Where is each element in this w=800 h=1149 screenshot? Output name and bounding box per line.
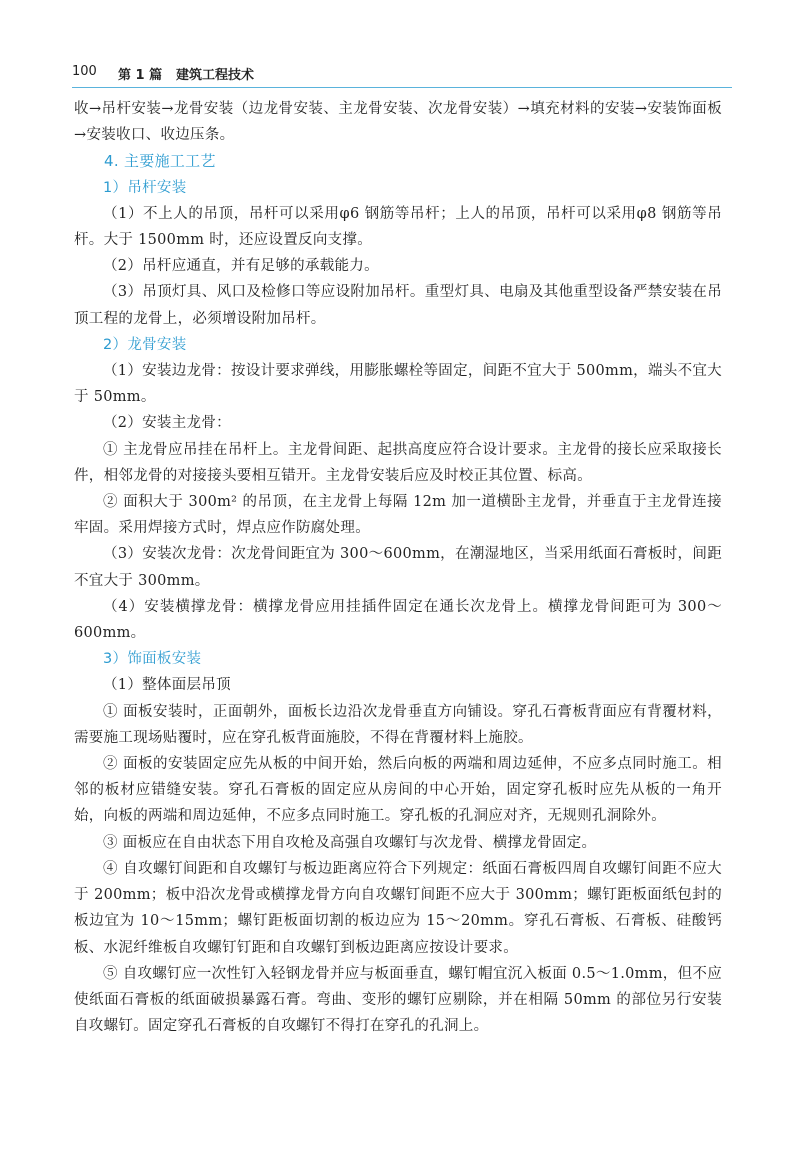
chapter-title: 建筑工程技术 [176, 68, 255, 83]
paragraph: （3）安装次龙骨：次龙骨间距宜为 300～600mm，在潮湿地区，当采用纸面石膏板时，间距不宜大于 300mm。 [74, 546, 722, 589]
paragraph: （4）安装横撑龙骨：横撑龙骨应用挂插件固定在通长次龙骨上。横撑龙骨间距可为 300～600mm。 [74, 598, 722, 642]
section-heading: 4. 主要施工工艺 [104, 152, 216, 171]
paragraph: （2）吊杆应通直，并有足够的承载能力。 [103, 258, 379, 275]
subsection-heading-hanger: 1）吊杆安装 [103, 179, 187, 196]
intro-paragraph: 收→吊杆安装→龙骨安装（边龙骨安装、主龙骨安装、次龙骨安装）→填充材料的安装→安装饰面板→安装收口、收边压条。 [74, 101, 722, 144]
paragraph: ② 面积大于 300m² 的吊顶，在主龙骨上每隔 12m 加一道横卧主龙骨，并垂直于主龙骨连接牢固。采用焊接方式时，焊点应作防腐处理。 [74, 494, 722, 537]
paragraph: ② 面板的安装固定应先从板的中间开始，然后向板的两端和周边延伸，不应多点同时施工。相邻的板材应错缝安装。穿孔石膏板的固定应从房间的中心开始，固定穿孔板时应先从板的一角开始，向板的两端和周边延伸，不应多点同时施工。穿孔板的孔洞应对齐，无规则孔洞除外。 [74, 756, 722, 825]
paragraph: ① 主龙骨应吊挂在吊杆上。主龙骨间距、起拱高度应符合设计要求。主龙骨的接长应采取接长件，相邻龙骨的对接接头要相互错开。主龙骨安装后应及时校正其位置、标高。 [74, 441, 722, 484]
page-number: 100 [72, 64, 97, 79]
paragraph: （1）安装边龙骨：按设计要求弹线，用膨胀螺栓等固定，间距不宜大于 500mm，端头不宜大于 50mm。 [74, 363, 722, 406]
paragraph: （3）吊顶灯具、风口及检修口等应设附加吊杆。重型灯具、电扇及其他重型设备严禁安装在吊顶工程的龙骨上，必须增设附加吊杆。 [74, 284, 722, 327]
page-body [74, 96, 722, 1039]
chapter-label: 第 1 篇 [118, 68, 163, 83]
paragraph: ③ 面板应在自由状态下用自攻枪及高强自攻螺钉与次龙骨、横撑龙骨固定。 [103, 834, 597, 851]
paragraph: ⑤ 自攻螺钉应一次性钉入轻钢龙骨并应与板面垂直，螺钉帽宜沉入板面 0.5～1.0mm，但不应使纸面石膏板的纸面破损暴露石膏。弯曲、变形的螺钉应剔除，并在相隔 50mm 的部位另行安装自攻螺钉。固定穿孔石膏板的自攻螺钉不得打在穿孔的孔洞上。 [74, 965, 722, 1035]
paragraph: ④ 自攻螺钉间距和自攻螺钉与板边距离应符合下列规定：纸面石膏板四周自攻螺钉间距不应大于 200mm；板中沿次龙骨或横撑龙骨方向自攻螺钉间距不应大于 300mm；螺钉距板面纸包封的板边宜为 10～15mm；螺钉距板面切割的板边应为 15～20mm。穿孔石膏板、石膏板、硅酸钙板、水泥纤维板自攻螺钉钉距和自攻螺钉到板边距离应按设计要求。 [74, 860, 722, 956]
paragraph: （2）安装主龙骨： [103, 415, 231, 432]
paragraph: ① 面板安装时，正面朝外，面板长边沿次龙骨垂直方向铺设。穿孔石膏板背面应有背覆材料，需要施工现场贴覆时，应在穿孔板背面施胶，不得在背覆材料上施胶。 [74, 703, 722, 746]
paragraph: （1）不上人的吊顶，吊杆可以采用φ6 钢筋等吊杆；上人的吊顶，吊杆可以采用φ8 钢筋等吊杆。大于 1500mm 时，还应设置反向支撑。 [74, 205, 722, 249]
header-rule [72, 87, 732, 88]
subsection-heading-keel: 2）龙骨安装 [103, 336, 187, 353]
running-header [72, 64, 732, 88]
subsection-heading-panel: 3）饰面板安装 [103, 651, 202, 668]
paragraph: （1）整体面层吊顶 [103, 677, 231, 694]
